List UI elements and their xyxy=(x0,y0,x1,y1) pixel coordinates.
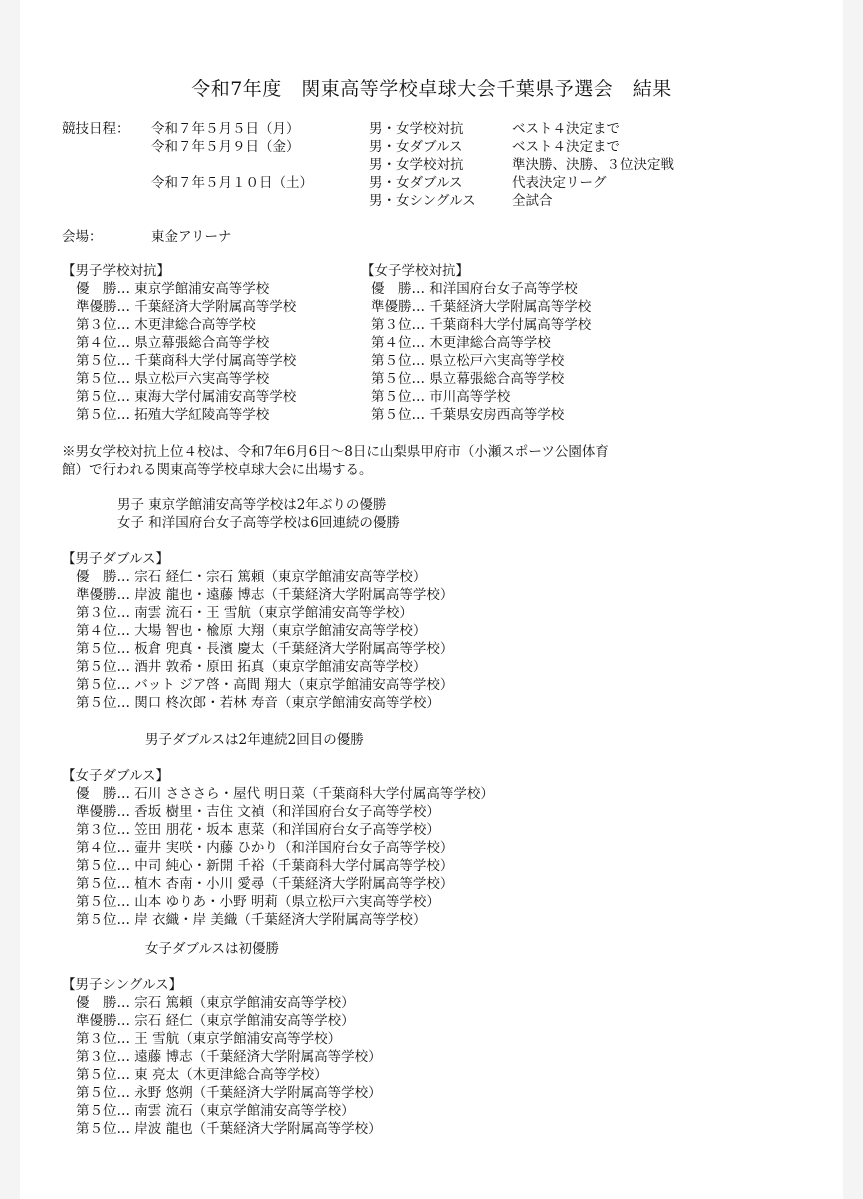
girls-doubles-row: 第４位… 壷井 実咲・内藤 ひかり（和洋国府台女子高等学校） xyxy=(76,840,454,856)
schedule-detail: ベスト４決定まで xyxy=(512,139,620,155)
boys-team-row: 準優勝… 千葉経済大学附属高等学校 xyxy=(76,299,297,315)
document-title: 令和7年度 関東高等学校卓球大会千葉県予選会 結果 xyxy=(191,78,672,100)
boys-team-row: 第４位… 県立幕張総合高等学校 xyxy=(76,335,270,351)
boys-doubles-row: 第４位… 大場 智也・楡原 大翔（東京学館浦安高等学校） xyxy=(76,623,427,639)
schedule-detail: ベスト４決定まで xyxy=(512,121,620,137)
boys-singles-row: 第５位… 南雲 流石（東京学館浦安高等学校） xyxy=(76,1103,355,1119)
schedule-date: 令和７年５月１０日（土） xyxy=(151,175,313,191)
girls-doubles-row: 第５位… 岸 衣織・岸 美織（千葉経済大学附属高等学校） xyxy=(76,912,427,928)
team-summary: 男子 東京学館浦安高等学校は2年ぶりの優勝 xyxy=(117,497,387,513)
boys-doubles-row: 第５位… 板倉 兜真・長濱 慶太（千葉経済大学附属高等学校） xyxy=(76,641,454,657)
boys-doubles-row: 第５位… 関口 柊次郎・若林 寿音（東京学館浦安高等学校） xyxy=(76,695,440,711)
girls-team-row: 第４位… 木更津総合高等学校 xyxy=(371,335,551,351)
boys-team-row: 優 勝… 東京学館浦安高等学校 xyxy=(76,281,270,297)
schedule-detail: 代表決定リーグ xyxy=(512,175,607,191)
girls-team-row: 第５位… 県立松戸六実高等学校 xyxy=(371,353,565,369)
schedule-event: 男・女シングルス xyxy=(369,193,476,209)
boys-singles-row: 第５位… 永野 悠朔（千葉経済大学附属高等学校） xyxy=(76,1085,382,1101)
girls-doubles-row: 第５位… 植木 杏南・小川 愛尋（千葉経済大学附属高等学校） xyxy=(76,876,454,892)
boys-doubles-row: 第５位… バット ジア啓・高間 翔大（東京学館浦安高等学校） xyxy=(76,677,454,693)
qualification-note: ※男女学校対抗上位４校は、令和7年6月6日～8日に山梨県甲府市（小瀬スポーツ公園体育 xyxy=(62,444,609,460)
schedule-event: 男・女ダブルス xyxy=(369,139,463,155)
boys-singles-header: 【男子シングルス】 xyxy=(62,977,183,993)
boys-doubles-header: 【男子ダブルス】 xyxy=(62,551,170,567)
girls-doubles-row: 第５位… 山本 ゆりあ・小野 明莉（県立松戸六実高等学校） xyxy=(76,894,440,910)
girls-doubles-row: 第３位… 笠田 朋花・坂本 恵菜（和洋国府台女子高等学校） xyxy=(76,822,440,838)
boys-team-row: 第５位… 県立松戸六実高等学校 xyxy=(76,371,270,387)
boys-team-header: 【男子学校対抗】 xyxy=(62,263,170,279)
boys-doubles-row: 準優勝… 岸波 龍也・遠藤 博志（千葉経済大学附属高等学校） xyxy=(76,587,454,603)
girls-doubles-summary: 女子ダブルスは初優勝 xyxy=(145,941,280,957)
boys-doubles-summary: 男子ダブルスは2年連続2回目の優勝 xyxy=(145,732,364,748)
boys-singles-row: 準優勝… 宗石 経仁（東京学館浦安高等学校） xyxy=(76,1013,355,1029)
girls-team-row: 第５位… 県立幕張総合高等学校 xyxy=(371,371,565,387)
schedule-event: 男・女ダブルス xyxy=(369,175,463,191)
boys-team-row: 第５位… 千葉商科大学付属高等学校 xyxy=(76,353,297,369)
boys-team-row: 第５位… 東海大学付属浦安高等学校 xyxy=(76,389,297,405)
team-summary: 女子 和洋国府台女子高等学校は6回連続の優勝 xyxy=(117,515,400,531)
boys-doubles-row: 優 勝… 宗石 経仁・宗石 篤頼（東京学館浦安高等学校） xyxy=(76,569,427,585)
qualification-note: 館）で行われる関東高等学校卓球大会に出場する。 xyxy=(62,462,373,478)
girls-team-row: 第５位… 千葉県安房西高等学校 xyxy=(371,407,565,423)
schedule-date: 令和７年５月９日（金） xyxy=(151,139,300,155)
document-page xyxy=(20,0,843,1199)
schedule-label: 競技日程： xyxy=(62,121,130,137)
schedule-event: 男・女学校対抗 xyxy=(369,157,464,173)
boys-doubles-row: 第３位… 南雲 流石・王 雪航（東京学館浦安高等学校） xyxy=(76,605,413,621)
girls-doubles-row: 準優勝… 香坂 樹里・吉住 文禎（和洋国府台女子高等学校） xyxy=(76,804,440,820)
boys-singles-row: 優 勝… 宗石 篤頼（東京学館浦安高等学校） xyxy=(76,995,355,1011)
girls-doubles-row: 優 勝… 石川 さささら・屋代 明日菜（千葉商科大学付属高等学校） xyxy=(76,786,494,802)
venue-label: 会場： xyxy=(62,229,103,245)
schedule-detail: 全試合 xyxy=(512,193,553,209)
girls-team-row: 優 勝… 和洋国府台女子高等学校 xyxy=(371,281,578,297)
boys-singles-row: 第５位… 東 亮太（木更津総合高等学校） xyxy=(76,1067,328,1083)
schedule-event: 男・女学校対抗 xyxy=(369,121,464,137)
venue-name: 東金アリーナ xyxy=(151,229,232,245)
girls-team-row: 準優勝… 千葉経済大学附属高等学校 xyxy=(371,299,592,315)
boys-singles-row: 第３位… 遠藤 博志（千葉経済大学附属高等学校） xyxy=(76,1049,382,1065)
girls-team-header: 【女子学校対抗】 xyxy=(361,263,469,279)
girls-team-row: 第５位… 市川高等学校 xyxy=(371,389,511,405)
boys-doubles-row: 第５位… 酒井 敦希・原田 拓真（東京学館浦安高等学校） xyxy=(76,659,427,675)
boys-singles-row: 第３位… 王 雪航（東京学館浦安高等学校） xyxy=(76,1031,342,1047)
boys-singles-row: 第５位… 岸波 龍也（千葉経済大学附属高等学校） xyxy=(76,1121,382,1137)
girls-doubles-row: 第５位… 中司 純心・新開 千裕（千葉商科大学付属高等学校） xyxy=(76,858,454,874)
boys-team-row: 第５位… 拓殖大学紅陵高等学校 xyxy=(76,407,270,423)
schedule-date: 令和７年５月５日（月） xyxy=(151,121,300,137)
girls-team-row: 第３位… 千葉商科大学付属高等学校 xyxy=(371,317,592,333)
schedule-detail: 準決勝、決勝、３位決定戦 xyxy=(512,157,674,173)
boys-team-row: 第３位… 木更津総合高等学校 xyxy=(76,317,256,333)
girls-doubles-header: 【女子ダブルス】 xyxy=(62,768,170,784)
